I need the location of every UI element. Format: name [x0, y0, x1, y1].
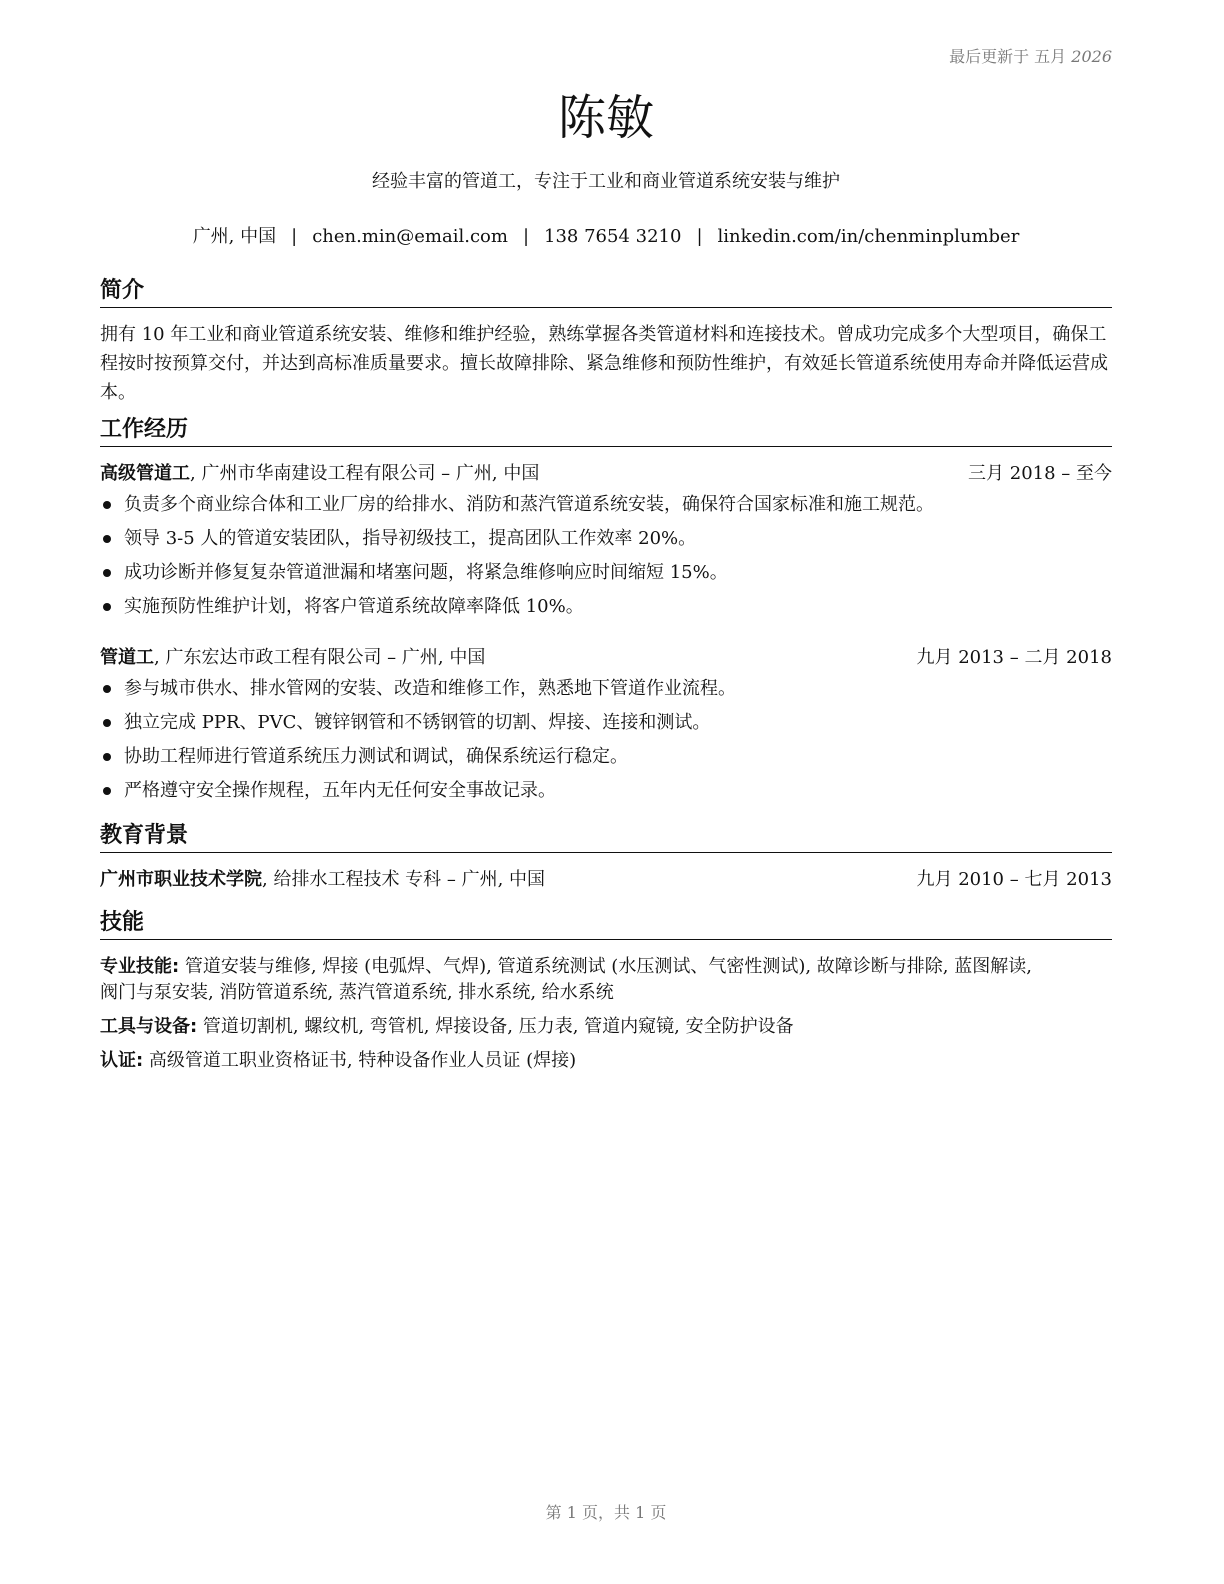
bullet-dot-icon: [103, 685, 111, 693]
bullet-dot-icon: [103, 535, 111, 543]
summary-text: 拥有 10 年工业和商业管道系统安装、维修和维护经验，熟练掌握各类管道材料和连接技术。曾成功完成多个大型项目，确保工程按时按预算交付，并达到高标准质量要求。擅长故障排除、紧急维修和预防性维护，有效延长管道系统使用寿命并降低运营成本。: [100, 324, 1108, 403]
job-bullet-text: 成功诊断并修复复杂管道泄漏和堵塞问题，将紧急维修响应时间缩短 15%。: [124, 562, 728, 583]
skills-tools: [100, 1014, 1112, 1040]
bullet-dot-icon: [103, 603, 111, 611]
section-title-experience: 工作经历: [100, 416, 1112, 447]
job-bullet: [100, 594, 1112, 628]
job-bullet: [100, 710, 1112, 744]
page-number: 第 1 页，共 1 页: [545, 1503, 667, 1522]
last-updated-year: 2026: [1071, 47, 1112, 66]
skills-tools-text: 管道切割机, 螺纹机, 弯管机, 焊接设备, 压力表, 管道内窥镜, 安全防护设备: [197, 1016, 794, 1037]
job-header: [100, 461, 1112, 487]
job-bullet-text: 参与城市供水、排水管网的安装、改造和维修工作，熟悉地下管道作业流程。: [124, 678, 736, 699]
job-bullet: [100, 778, 1112, 812]
bullet-dot-icon: [103, 501, 111, 509]
job-bullet: [100, 676, 1112, 710]
bullet-dot-icon: [103, 787, 111, 795]
skills-professional-label: 专业技能:: [100, 956, 180, 977]
contact-phone: 138 7654 3210: [544, 226, 682, 247]
contact-separator: |: [522, 226, 530, 247]
section-title-skills: 技能: [100, 909, 1112, 940]
contact-location: 广州, 中国: [192, 226, 277, 247]
job-bullets: [100, 492, 1112, 628]
job-dates: 九月 2013 – 二月 2018: [916, 647, 1112, 668]
education-entry: [100, 867, 1112, 893]
skills-professional: [100, 954, 1112, 980]
last-updated-label: 最后更新于 五月: [949, 47, 1067, 66]
skills-professional-continued: 阀门与泵安装, 消防管道系统, 蒸汽管道系统, 排水系统, 给水系统: [100, 982, 614, 1003]
job-bullet-text: 独立完成 PPR、PVC、镀锌钢管和不锈钢管的切割、焊接、连接和测试。: [124, 712, 711, 733]
skills-tools-label: 工具与设备:: [100, 1016, 198, 1037]
education-school: 广州市职业技术学院: [100, 869, 262, 890]
candidate-name: 陈敏: [557, 90, 654, 146]
job-header: [100, 645, 1112, 671]
last-updated: [949, 44, 1112, 67]
job-company: , 广州市华南建设工程有限公司 – 广州, 中国: [190, 463, 540, 484]
job-bullet: [100, 526, 1112, 560]
contact-separator: |: [291, 226, 298, 247]
section-title-education: 教育背景: [100, 822, 1112, 853]
job-bullet-text: 领导 3-5 人的管道安装团队，指导初级技工，提高团队工作效率 20%。: [124, 528, 697, 549]
job-bullet: [100, 560, 1112, 594]
job-company: , 广东宏达市政工程有限公司 – 广州, 中国: [154, 647, 486, 668]
bullet-dot-icon: [103, 719, 111, 727]
bullet-dot-icon: [103, 753, 111, 761]
job-role: 高级管道工: [100, 463, 190, 484]
job-role: 管道工: [100, 647, 154, 668]
skills-cert-label: 认证:: [100, 1050, 144, 1071]
job-bullet-text: 实施预防性维护计划，将客户管道系统故障率降低 10%。: [124, 596, 584, 617]
contact-separator: |: [696, 226, 703, 247]
job-bullet: [100, 492, 1112, 526]
skills-cert-text: 高级管道工职业资格证书, 特种设备作业人员证 (焊接): [143, 1050, 577, 1071]
resume-page: [100, 0, 1112, 1584]
job-bullet: [100, 744, 1112, 778]
skills-certifications: [100, 1048, 1112, 1074]
contact-linkedin[interactable]: linkedin.com/in/chenminplumber: [717, 226, 1020, 247]
job-bullets: [100, 676, 1112, 812]
contact-line: [100, 224, 1112, 250]
education-dates: 九月 2010 – 七月 2013: [916, 869, 1112, 890]
skills-professional-text: 管道安装与维修, 焊接 (电弧焊、气焊), 管道系统测试 (水压测试、气密性测试), 故障诊断与排除, 蓝图解读,: [179, 956, 1032, 977]
education-detail: , 给排水工程技术 专科 – 广州, 中国: [262, 869, 546, 890]
bullet-dot-icon: [103, 569, 111, 577]
headline: 经验丰富的管道工，专注于工业和商业管道系统安装与维护: [372, 171, 840, 192]
job-bullet-text: 严格遵守安全操作规程，五年内无任何安全事故记录。: [124, 780, 556, 801]
job-bullet-text: 负责多个商业综合体和工业厂房的给排水、消防和蒸汽管道系统安装，确保符合国家标准和施工规范。: [124, 494, 934, 515]
job-bullet-text: 协助工程师进行管道系统压力测试和调试，确保系统运行稳定。: [124, 746, 628, 767]
section-title-summary: 简介: [100, 277, 1112, 308]
contact-email[interactable]: chen.min@email.com: [312, 226, 508, 247]
job-dates: 三月 2018 – 至今: [968, 463, 1112, 484]
